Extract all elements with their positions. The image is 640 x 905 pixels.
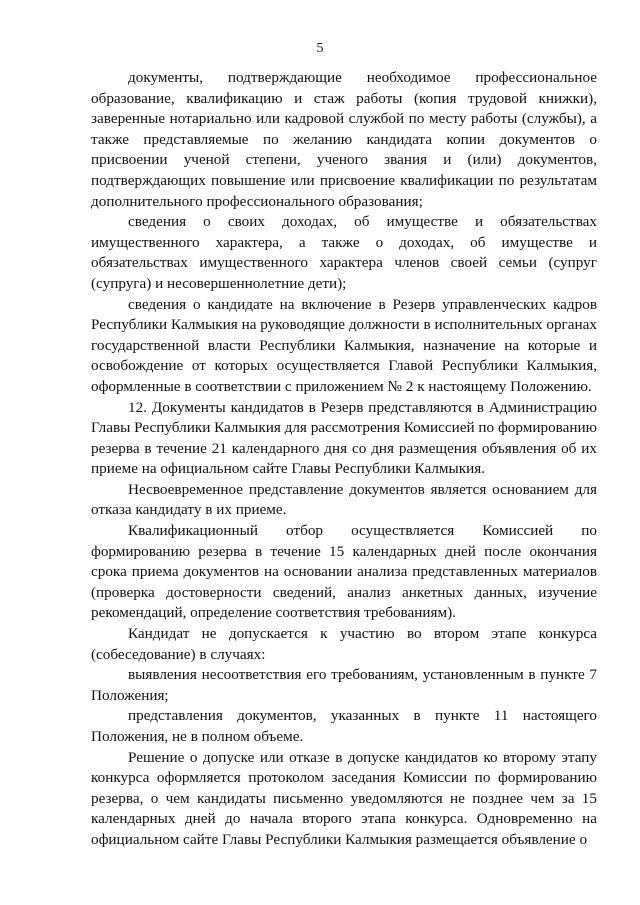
paragraph-item-12: 12. Документы кандидатов в Резерв представляются в Администрацию Главы Республики Калмыкия для рассмотрения Комиссией по формированию резерва в течение 21 календарного дня со дня размещения объявления об их приеме на официальном сайте Главы Республики Калмыкия. <box>91 398 597 478</box>
paragraph-admission-decision: Решение о допуске или отказе в допуске кандидатов ко второму этапу конкурса оформляется протоколом заседания Комиссии по формированию резерва, о чем кандидаты письменно уведомляются не позднее чем за 15 календарных дней до начала второго этапа конкурса. Одновременно на официальном сайте Главы Республики Калмыкия размещается объявление о <box>91 748 597 848</box>
paragraph-candidate-info: сведения о кандидате на включение в Резерв управленческих кадров Республики Калмыкия на руководящие должности в исполнительных органах государственной власти Республики Калмыкия, назначение на которые и освобождение от которых осуществляется Главой Республики Калмыкия, оформленные в соответствии с приложением № 2 к настоящему Положению. <box>91 295 597 395</box>
paragraph-income-info: сведения о своих доходах, об имуществе и обязательствах имущественного характера, а также о доходах, об имуществе и обязательствах имущественного характера членов своей семьи (супруг (супруга) и несовершеннолетние дети); <box>91 213 597 292</box>
paragraph-qualification-selection: Квалификационный отбор осуществляется Комиссией по формированию резерва в течение 15 календарных дней после окончания срока приема документов на основании анализа представленных материалов (проверка достоверности сведений, анализ анкетных данных, изучение рекомендаций, определение соответствия требованиям). <box>91 522 597 622</box>
paragraph-case-incomplete: представления документов, указанных в пункте 11 настоящего Положения, не в полном объеме. <box>91 707 597 745</box>
paragraph-documents-education: документы, подтверждающие необходимое профессиональное образование, квалификацию и стаж работы (копия трудовой книжки), заверенные нотариально или кадровой службой по месту работы (службы), а также представляемые по желанию кандидата копии документов о присвоении ученой степени, ученого звания и (или) документов, подтверждающих повышение или присвоение квалификации по результатам дополнительного профессионального образования; <box>91 69 597 210</box>
paragraph-not-admitted: Кандидат не допускается к участию во втором этапе конкурса (собеседование) в случаях: <box>91 625 597 663</box>
document-body <box>91 68 597 851</box>
paragraph-case-mismatch: выявления несоответствия его требованиям, установленным в пункте 7 Положения; <box>91 666 597 704</box>
page-number: 5 <box>316 41 324 56</box>
paragraph-late-submission: Несвоевременное представление документов является основанием для отказа кандидату в их приеме. <box>91 480 597 519</box>
